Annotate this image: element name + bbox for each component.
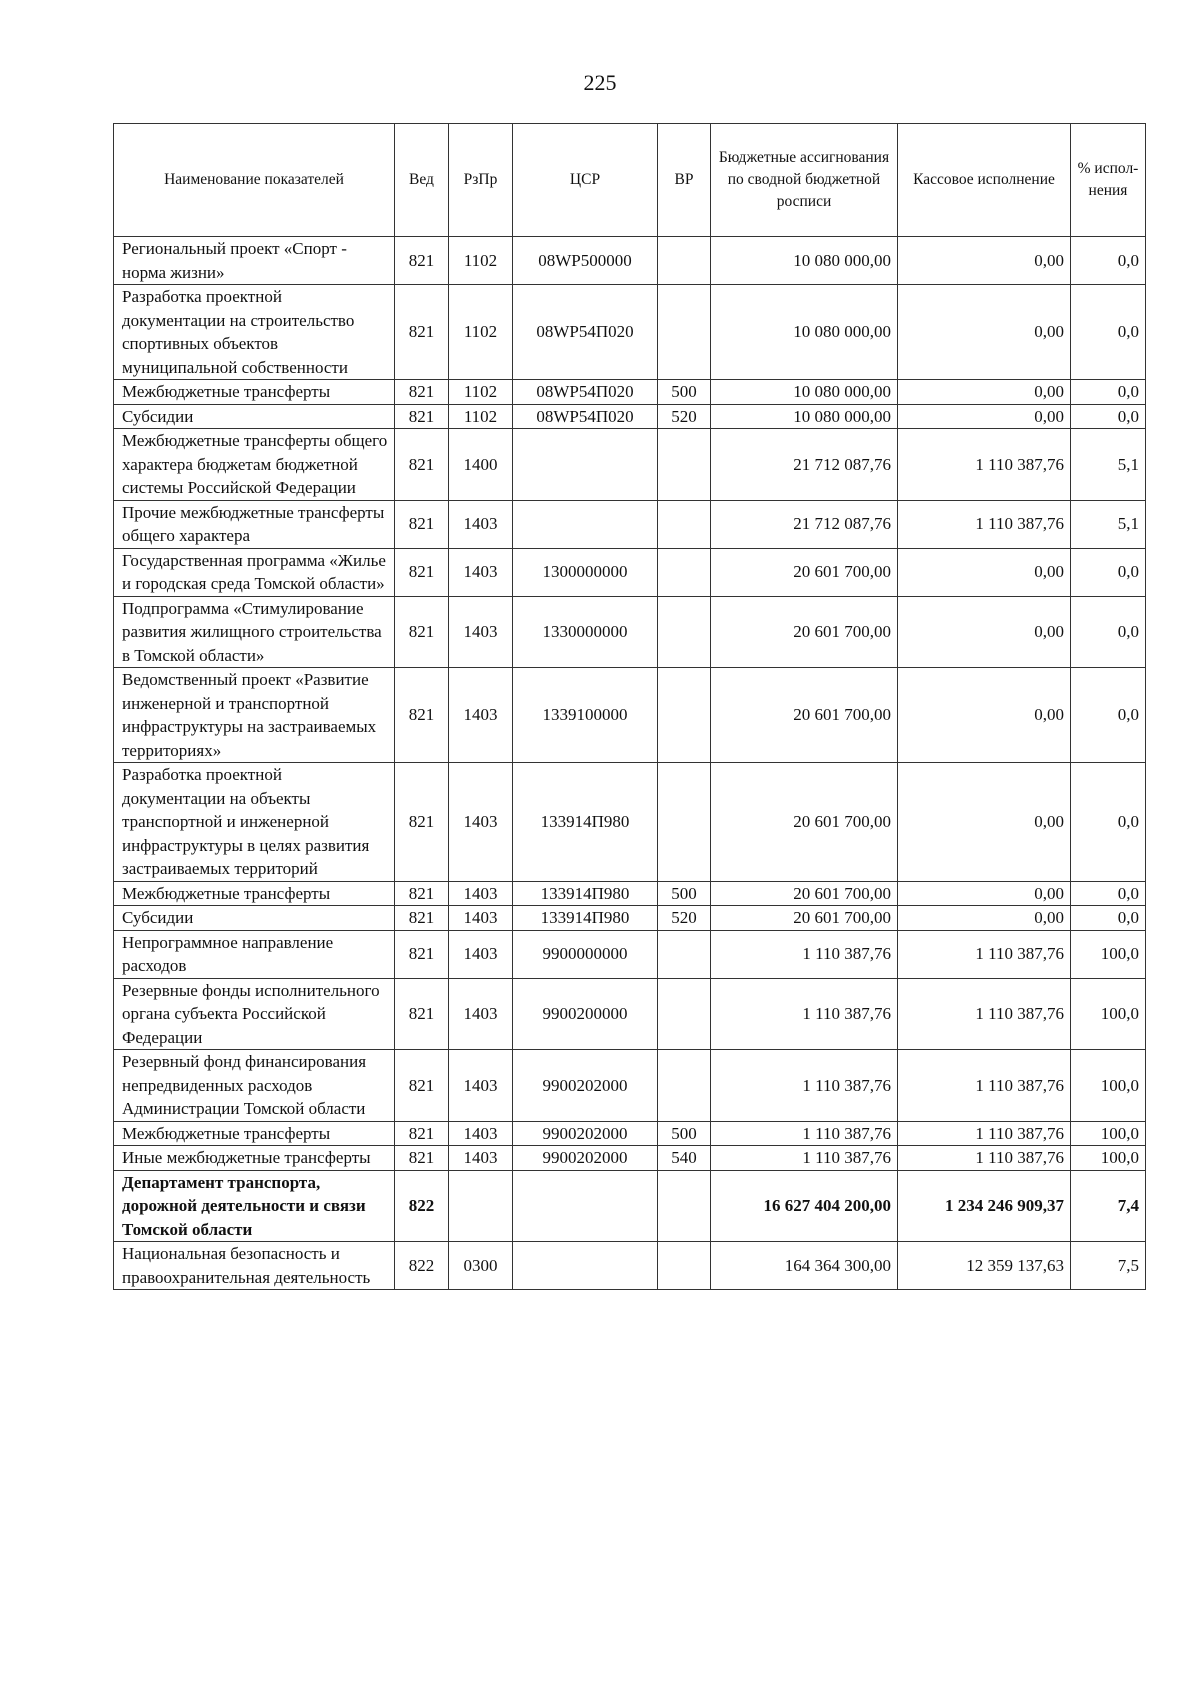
cell-cash: 1 110 387,76 [898, 500, 1071, 548]
cell-ved: 821 [395, 285, 449, 380]
table-row [114, 429, 1146, 501]
cell-cash: 0,00 [898, 380, 1071, 405]
cell-rzpr: 1403 [449, 763, 513, 882]
cell-budget: 20 601 700,00 [711, 906, 898, 931]
header-pct: % испол-нения [1071, 124, 1146, 237]
cell-csr: 08WP54П020 [513, 285, 658, 380]
cell-budget: 16 627 404 200,00 [711, 1170, 898, 1242]
cell-name: Межбюджетные трансферты общего характера бюджетам бюджетной системы Российской Федерации [114, 429, 395, 501]
cell-name: Субсидии [114, 906, 395, 931]
cell-vr: 520 [658, 906, 711, 931]
cell-cash: 12 359 137,63 [898, 1242, 1071, 1290]
cell-vr [658, 978, 711, 1050]
cell-budget: 164 364 300,00 [711, 1242, 898, 1290]
cell-pct: 0,0 [1071, 404, 1146, 429]
cell-cash: 1 110 387,76 [898, 1121, 1071, 1146]
table-row [114, 404, 1146, 429]
cell-name: Резервный фонд финансирования непредвиденных расходов Администрации Томской области [114, 1050, 395, 1122]
cell-ved: 821 [395, 1050, 449, 1122]
cell-cash: 1 234 246 909,37 [898, 1170, 1071, 1242]
cell-budget: 10 080 000,00 [711, 237, 898, 285]
cell-vr [658, 596, 711, 668]
table-row [114, 285, 1146, 380]
cell-name: Ведомственный проект «Развитие инженерной и транспортной инфраструктуры на застраиваемых территориях» [114, 668, 395, 763]
cell-pct: 0,0 [1071, 881, 1146, 906]
cell-rzpr: 1403 [449, 1121, 513, 1146]
header-vr: ВР [658, 124, 711, 237]
cell-budget: 21 712 087,76 [711, 429, 898, 501]
cell-ved: 821 [395, 596, 449, 668]
cell-csr: 9900202000 [513, 1121, 658, 1146]
cell-csr: 9900200000 [513, 978, 658, 1050]
cell-pct: 100,0 [1071, 1146, 1146, 1171]
cell-rzpr [449, 1170, 513, 1242]
cell-csr: 9900000000 [513, 930, 658, 978]
cell-ved: 821 [395, 906, 449, 931]
cell-cash: 0,00 [898, 548, 1071, 596]
cell-cash: 1 110 387,76 [898, 930, 1071, 978]
cell-vr: 500 [658, 1121, 711, 1146]
table-row [114, 668, 1146, 763]
cell-rzpr: 1400 [449, 429, 513, 501]
cell-name: Межбюджетные трансферты [114, 881, 395, 906]
cell-rzpr: 1403 [449, 1050, 513, 1122]
cell-rzpr: 1403 [449, 881, 513, 906]
cell-csr: 08WP54П020 [513, 380, 658, 405]
cell-vr [658, 763, 711, 882]
cell-name: Субсидии [114, 404, 395, 429]
cell-vr [658, 1050, 711, 1122]
cell-ved: 821 [395, 978, 449, 1050]
cell-rzpr: 1403 [449, 596, 513, 668]
table-row [114, 548, 1146, 596]
cell-name: Непрограммное направление расходов [114, 930, 395, 978]
cell-pct: 100,0 [1071, 1050, 1146, 1122]
cell-csr: 1339100000 [513, 668, 658, 763]
table-row [114, 1121, 1146, 1146]
cell-cash: 0,00 [898, 404, 1071, 429]
cell-ved: 821 [395, 500, 449, 548]
cell-name: Межбюджетные трансферты [114, 380, 395, 405]
table-row [114, 380, 1146, 405]
header-name: Наименование показателей [114, 124, 395, 237]
cell-budget: 10 080 000,00 [711, 285, 898, 380]
cell-csr: 133914П980 [513, 881, 658, 906]
cell-pct: 0,0 [1071, 763, 1146, 882]
cell-cash: 0,00 [898, 596, 1071, 668]
cell-rzpr: 1403 [449, 930, 513, 978]
table-row [114, 237, 1146, 285]
cell-pct: 7,5 [1071, 1242, 1146, 1290]
header-ved: Вед [395, 124, 449, 237]
cell-ved: 821 [395, 237, 449, 285]
cell-vr [658, 500, 711, 548]
cell-name: Региональный проект «Спорт - норма жизни» [114, 237, 395, 285]
cell-pct: 0,0 [1071, 906, 1146, 931]
cell-ved: 821 [395, 429, 449, 501]
table-row [114, 763, 1146, 882]
cell-rzpr: 1403 [449, 978, 513, 1050]
cell-budget: 20 601 700,00 [711, 881, 898, 906]
cell-pct: 5,1 [1071, 429, 1146, 501]
cell-pct: 0,0 [1071, 668, 1146, 763]
cell-vr: 500 [658, 380, 711, 405]
cell-vr: 500 [658, 881, 711, 906]
cell-cash: 1 110 387,76 [898, 429, 1071, 501]
table-header-row [114, 124, 1146, 237]
cell-rzpr: 0300 [449, 1242, 513, 1290]
table-body [114, 237, 1146, 1290]
table-row [114, 500, 1146, 548]
cell-budget: 1 110 387,76 [711, 1050, 898, 1122]
cell-vr [658, 1170, 711, 1242]
cell-budget: 20 601 700,00 [711, 763, 898, 882]
cell-pct: 0,0 [1071, 596, 1146, 668]
cell-vr [658, 930, 711, 978]
cell-name: Разработка проектной документации на объекты транспортной и инженерной инфраструктуры в целях развития застраиваемых территорий [114, 763, 395, 882]
cell-csr: 133914П980 [513, 906, 658, 931]
cell-csr: 1300000000 [513, 548, 658, 596]
header-cash: Кассовое исполнение [898, 124, 1071, 237]
cell-pct: 100,0 [1071, 1121, 1146, 1146]
cell-name: Иные межбюджетные трансферты [114, 1146, 395, 1171]
cell-csr: 9900202000 [513, 1050, 658, 1122]
cell-ved: 821 [395, 1146, 449, 1171]
cell-csr [513, 1170, 658, 1242]
cell-budget: 1 110 387,76 [711, 930, 898, 978]
cell-vr [658, 1242, 711, 1290]
cell-name: Департамент транспорта, дорожной деятельности и связи Томской области [114, 1170, 395, 1242]
cell-csr: 1330000000 [513, 596, 658, 668]
cell-ved: 822 [395, 1170, 449, 1242]
table-row [114, 881, 1146, 906]
cell-csr [513, 429, 658, 501]
cell-csr [513, 1242, 658, 1290]
table-row [114, 1242, 1146, 1290]
cell-vr [658, 285, 711, 380]
cell-rzpr: 1403 [449, 500, 513, 548]
cell-rzpr: 1403 [449, 1146, 513, 1171]
cell-cash: 1 110 387,76 [898, 978, 1071, 1050]
table-row [114, 1146, 1146, 1171]
cell-ved: 821 [395, 930, 449, 978]
table-row [114, 596, 1146, 668]
cell-rzpr: 1403 [449, 906, 513, 931]
cell-cash: 0,00 [898, 881, 1071, 906]
cell-cash: 0,00 [898, 237, 1071, 285]
cell-csr: 9900202000 [513, 1146, 658, 1171]
table-row [114, 1170, 1146, 1242]
cell-cash: 1 110 387,76 [898, 1050, 1071, 1122]
budget-execution-table [113, 123, 1146, 1290]
cell-vr: 520 [658, 404, 711, 429]
page-number: 225 [583, 70, 617, 95]
cell-ved: 822 [395, 1242, 449, 1290]
cell-cash: 0,00 [898, 285, 1071, 380]
cell-name: Прочие межбюджетные трансферты общего характера [114, 500, 395, 548]
cell-cash: 0,00 [898, 906, 1071, 931]
cell-name: Разработка проектной документации на строительство спортивных объектов муниципальной собственности [114, 285, 395, 380]
cell-cash: 1 110 387,76 [898, 1146, 1071, 1171]
cell-vr [658, 548, 711, 596]
cell-rzpr: 1403 [449, 548, 513, 596]
cell-rzpr: 1102 [449, 285, 513, 380]
cell-ved: 821 [395, 881, 449, 906]
cell-budget: 20 601 700,00 [711, 548, 898, 596]
cell-budget: 1 110 387,76 [711, 978, 898, 1050]
cell-ved: 821 [395, 404, 449, 429]
cell-budget: 10 080 000,00 [711, 404, 898, 429]
header-csr: ЦСР [513, 124, 658, 237]
cell-budget: 1 110 387,76 [711, 1121, 898, 1146]
cell-vr: 540 [658, 1146, 711, 1171]
header-budget: Бюджетные ассигнования по сводной бюджетной росписи [711, 124, 898, 237]
cell-pct: 0,0 [1071, 237, 1146, 285]
cell-rzpr: 1102 [449, 380, 513, 405]
cell-csr: 133914П980 [513, 763, 658, 882]
cell-budget: 1 110 387,76 [711, 1146, 898, 1171]
cell-budget: 20 601 700,00 [711, 596, 898, 668]
cell-csr [513, 500, 658, 548]
cell-pct: 0,0 [1071, 548, 1146, 596]
cell-csr: 08WP54П020 [513, 404, 658, 429]
header-rzpr: РзПр [449, 124, 513, 237]
cell-cash: 0,00 [898, 763, 1071, 882]
cell-name: Подпрограмма «Стимулирование развития жилищного строительства в Томской области» [114, 596, 395, 668]
cell-rzpr: 1102 [449, 404, 513, 429]
cell-ved: 821 [395, 763, 449, 882]
cell-vr [658, 429, 711, 501]
table-row [114, 978, 1146, 1050]
cell-ved: 821 [395, 668, 449, 763]
cell-rzpr: 1102 [449, 237, 513, 285]
cell-pct: 100,0 [1071, 930, 1146, 978]
cell-budget: 20 601 700,00 [711, 668, 898, 763]
cell-pct: 0,0 [1071, 285, 1146, 380]
cell-pct: 100,0 [1071, 978, 1146, 1050]
table-row [114, 1050, 1146, 1122]
cell-vr [658, 668, 711, 763]
cell-pct: 5,1 [1071, 500, 1146, 548]
cell-name: Межбюджетные трансферты [114, 1121, 395, 1146]
cell-name: Национальная безопасность и правоохранительная деятельность [114, 1242, 395, 1290]
table-row [114, 906, 1146, 931]
cell-budget: 10 080 000,00 [711, 380, 898, 405]
cell-ved: 821 [395, 548, 449, 596]
cell-budget: 21 712 087,76 [711, 500, 898, 548]
cell-name: Государственная программа «Жилье и городская среда Томской области» [114, 548, 395, 596]
cell-vr [658, 237, 711, 285]
cell-csr: 08WP500000 [513, 237, 658, 285]
table-row [114, 930, 1146, 978]
cell-ved: 821 [395, 380, 449, 405]
cell-name: Резервные фонды исполнительного органа субъекта Российской Федерации [114, 978, 395, 1050]
cell-ved: 821 [395, 1121, 449, 1146]
cell-rzpr: 1403 [449, 668, 513, 763]
cell-pct: 0,0 [1071, 380, 1146, 405]
cell-cash: 0,00 [898, 668, 1071, 763]
cell-pct: 7,4 [1071, 1170, 1146, 1242]
